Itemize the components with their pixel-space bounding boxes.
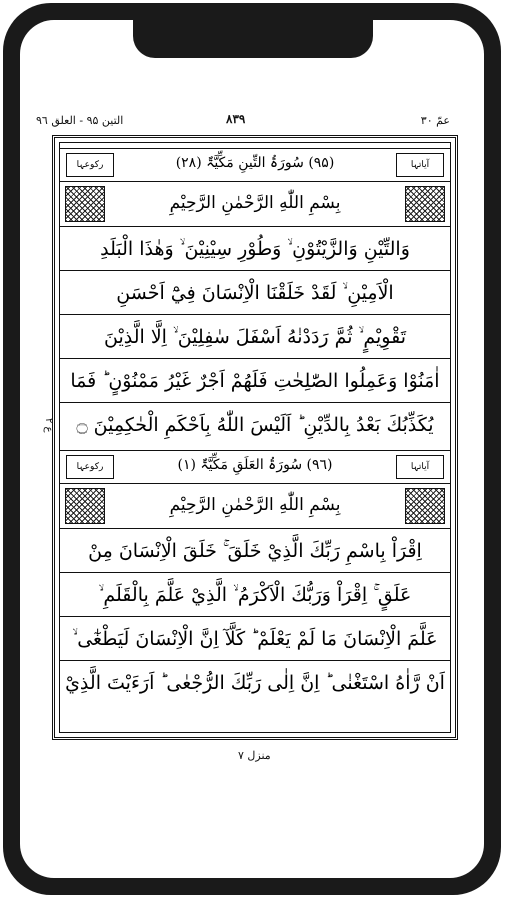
ruku-count-box: رکوعہا [66, 455, 114, 479]
verse-line: وَالتِّيْنِ وَالزَّيْتُوْنِ ۙ وَطُوْرِ سِيْنِيْنَ ۙ وَهٰذَا الْبَلَدِ [59, 226, 451, 271]
page-header [36, 110, 450, 130]
ornament-right [405, 488, 445, 524]
surah-title: (۹٦) سُورَۃُ العَلَقِ مَکِّیَّۃٌ (۱) [177, 457, 333, 473]
verse-line: الْاَمِيْنِ ۙ لَقَدْ خَلَقْنَا الْاِنْسَانَ فِيْٓ اَحْسَنِ [59, 270, 451, 315]
ruku-count-box: رکوعہا [66, 153, 114, 177]
quran-page [52, 135, 458, 740]
page-number: ۸۳۹ [226, 112, 246, 126]
header-juz: عمّ ۳۰ [420, 114, 450, 127]
surah-title: (۹۵) سُورَۃُ التِّینِ مَکِّیَّۃٌ (۲۸) [175, 155, 335, 171]
bismillah: بِسْمِ اللّٰهِ الرَّحْمٰنِ الرَّحِيْمِ [169, 193, 341, 213]
verse-line: تَقْوِيْمٍ ۙ ثُمَّ رَدَدْنٰهُ اَسْفَلَ سٰفِلِيْنَ ۙ اِلَّا الَّذِيْنَ [59, 314, 451, 359]
verse-line: عَلَّمَ الْاِنْسَانَ مَا لَمْ يَعْلَمْ ؕ كَلَّآ اِنَّ الْاِنْسَانَ لَيَطْغٰٓى ۙ [59, 616, 451, 661]
verse-line: اَنْ رَّاٰهُ اسْتَغْنٰى ؕ اِنَّ اِلٰى رَبِّكَ الرُّجْعٰى ؕ اَرَءَيْتَ الَّذِيْ [59, 660, 451, 705]
camera-notch [133, 20, 373, 58]
ornament-left [65, 488, 105, 524]
surah-header-alaq [59, 450, 451, 484]
verse-line: اِقْرَاْ بِاسْمِ رَبِّكَ الَّذِيْ خَلَقَ ۚ خَلَقَ الْاِنْسَانَ مِنْ [59, 528, 451, 573]
manzil-marker: منزل ۷ [238, 749, 271, 762]
ayat-count-box: آیاتہا [396, 153, 444, 177]
header-surah-range: التین ۹۵ - العلق ۹٦ [36, 114, 124, 127]
verse-line: اٰمَنُوْا وَعَمِلُوا الصّٰلِحٰتِ فَلَهُمْ اَجْرٌ غَيْرُ مَمْنُوْنٍ ؕ فَمَا [59, 358, 451, 403]
ayat-count-box: آیاتہا [396, 455, 444, 479]
verse-line: عَلَقٍ ۚ اِقْرَاْ وَرَبُّكَ الْاَكْرَمُ ۙ الَّذِيْ عَلَّمَ بِالْقَلَمِ ۙ [59, 572, 451, 617]
ruku-marker: ع ۲ [43, 418, 54, 433]
verse-line: يُكَذِّبُكَ بَعْدُ بِالدِّيْنِ ؕ اَلَيْسَ اللّٰهُ بِاَحْكَمِ الْحٰكِمِيْنَ ۝ [59, 402, 451, 447]
bismillah: بِسْمِ اللّٰهِ الرَّحْمٰنِ الرَّحِيْمِ [169, 495, 341, 515]
ornament-right [405, 186, 445, 222]
surah-header-tin [59, 148, 451, 182]
ornament-left [65, 186, 105, 222]
